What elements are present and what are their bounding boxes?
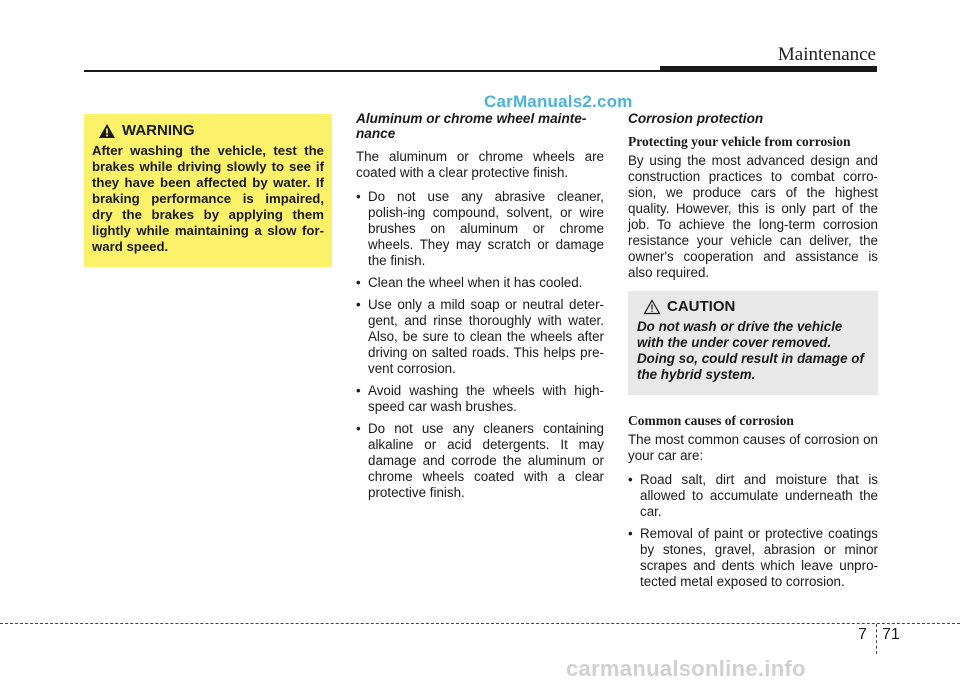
protecting-subheading: Protecting your vehicle from corrosion bbox=[628, 134, 851, 149]
wheel-bullet-list bbox=[356, 189, 604, 501]
warning-text: After washing the vehicle, test the brakes while driving slowly to see if they have been affected by water. If braking performance is impaired, dry the brakes by applying them lightly while maintaining a slow for-ward speed. bbox=[92, 143, 324, 254]
corrosion-bullet-list bbox=[628, 472, 878, 590]
bullet-icon: • bbox=[628, 526, 633, 541]
bullet-icon: • bbox=[356, 297, 361, 312]
list-item: • Use only a mild soap or neutral deter-gent, and rinse thoroughly with water. Also, be sure to clean the wheels after driving on salted roads. This helps pre-vent corrosion. bbox=[356, 297, 604, 376]
footer-rule bbox=[0, 623, 960, 624]
bullet-icon: • bbox=[356, 189, 361, 204]
list-item: • Clean the wheel when it has cooled. bbox=[356, 275, 583, 290]
warning-box bbox=[84, 114, 332, 267]
corrosion-heading: Corrosion protection bbox=[628, 111, 764, 126]
bullet-icon: • bbox=[356, 275, 361, 290]
warning-triangle-icon bbox=[98, 123, 116, 139]
list-item: • Do not use any abrasive cleaner, polish-ing compound, solvent, or wire brushes on aluminum or chrome wheels. They may scratch or damage the finish. bbox=[356, 189, 604, 268]
caution-title: CAUTION bbox=[667, 298, 736, 315]
warning-header bbox=[98, 123, 324, 139]
common-causes-text: The most common causes of corrosion on your car are: bbox=[628, 432, 878, 463]
caution-text: Do not wash or drive the vehicle with the under cover removed. Doing so, could result in damage of the hybrid system. bbox=[637, 319, 864, 382]
wheel-maintenance-heading: Aluminum or chrome wheel mainte-nance bbox=[356, 111, 587, 141]
watermark-bottom: carmanualsonline.info bbox=[566, 656, 806, 681]
bullet-icon: • bbox=[628, 472, 633, 487]
watermark-link[interactable]: CarManuals2.com bbox=[484, 92, 633, 111]
page-number: 71 bbox=[882, 626, 900, 643]
wheel-intro-text: The aluminum or chrome wheels are coated with a clear protective finish. bbox=[356, 149, 604, 180]
section-header-title: Maintenance bbox=[777, 44, 876, 65]
caution-triangle-icon bbox=[643, 299, 661, 315]
list-item: • Avoid washing the wheels with high-speed car wash brushes. bbox=[356, 383, 604, 414]
list-item: • Removal of paint or protective coatings by stones, gravel, abrasion or minor scrapes and dents which leave unpro-tected metal exposed to corrosion. bbox=[628, 526, 878, 589]
left-column bbox=[84, 114, 332, 267]
list-item: • Road salt, dirt and moisture that is allowed to accumulate underneath the car. bbox=[628, 472, 878, 519]
middle-column bbox=[356, 111, 604, 507]
list-item: • Do not use any cleaners containing alkaline or acid detergents. It may damage and corrode the aluminum or chrome wheels coated with a clear protective finish. bbox=[356, 421, 604, 500]
page-number-separator bbox=[876, 624, 877, 654]
warning-title: WARNING bbox=[122, 122, 195, 139]
right-column bbox=[628, 111, 878, 596]
bullet-icon: • bbox=[356, 421, 361, 436]
caution-box bbox=[628, 291, 878, 395]
bullet-icon: • bbox=[356, 383, 361, 398]
caution-header bbox=[643, 299, 868, 315]
header-rule bbox=[84, 70, 660, 72]
header-rule-bold bbox=[660, 66, 877, 72]
chapter-number: 7 bbox=[858, 626, 867, 643]
protecting-text: By using the most advanced design and construction practices to combat corro-sion, we produce cars of the highest quality. However, this is only part of the job. To achieve the long-term corrosion resistance your vehicle can deliver, the owner's cooperation and assistance is also required. bbox=[628, 153, 878, 280]
common-causes-subheading: Common causes of corrosion bbox=[628, 413, 794, 428]
